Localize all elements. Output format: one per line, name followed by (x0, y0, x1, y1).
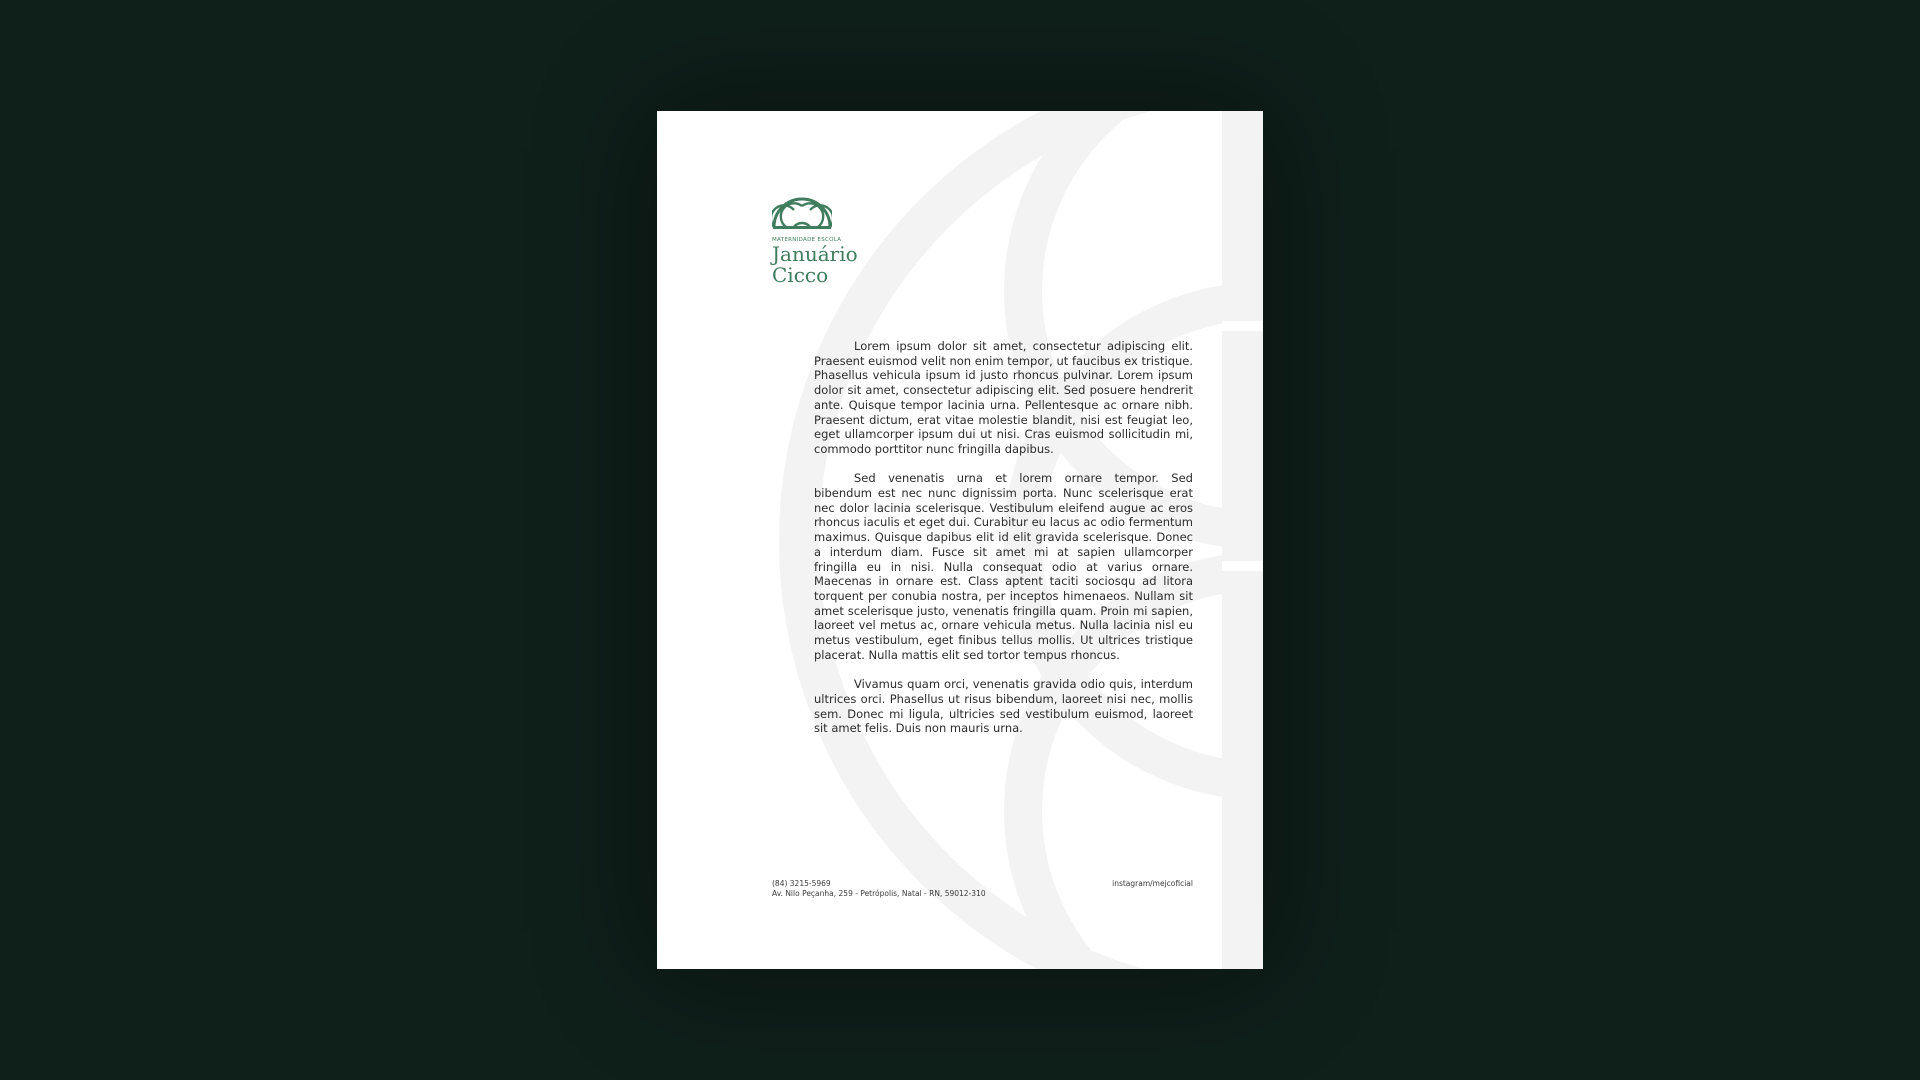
paragraph-1: Lorem ipsum dolor sit amet, consectetur adipiscing elit. Praesent euismod velit non enim tempor, ut faucibus ex tristique. Phasellus vehicula ipsum id justo rhoncus pulvinar. Lorem ipsum dolor sit amet, consectetur adipiscing elit. Sed posuere hendrerit ante. Quisque tempor lacinia urna. Pellentesque ac ornare nibh. Praesent dictum, erat vitae molestie blandit, nisi est feugiat leo, eget ullamcorper ipsum dui ut nisi. Cras euismod sollicitudin mi, commodo porttitor nunc fringilla dapibus. (814, 339, 1193, 456)
logo-name-line2: Cicco (772, 263, 829, 287)
paragraph-2: Sed venenatis urna et lorem ornare tempor. Sed bibendum est nec nunc dignissim porta. Nunc scelerisque erat nec dolor lacinia scelerisque. Vestibulum eleifend augue ac eros rhoncus iaculis et eget dui. Curabitur eu lacus ac odio fermentum maximus. Quisque dapibus elit id elit gravida scelerisque. Donec a interdum diam. Fusce sit amet mi at sapien ullamcorper fringilla eu in nisi. Nulla consequat odio at varius ornare. Maecenas in ornare est. Class aptent taciti sociosqu ad litora torquent per conubia nostra, per inceptos himenaeos. Nullam sit amet scelerisque justo, venenatis fringilla quam. Proin mi sapien, laoreet vel metus ac, ornare vehicula metus. Nulla lacinia nisl eu metus vestibulum, eget finibus tellus mollis. Ut ultrices tristique placerat. Nulla mattis elit sed tortor tempus rhoncus. (814, 471, 1193, 662)
footer-social: instagram/mejcoficial (1112, 879, 1193, 888)
letter-body (814, 339, 1193, 751)
footer-address: Av. Nilo Peçanha, 259 - Petrópolis, Natal - RN, 59012-310 (772, 889, 986, 898)
footer-phone: (84) 3215-5969 (772, 879, 831, 888)
footer-contact (772, 879, 986, 899)
paragraph-3: Vivamus quam orci, venenatis gravida odio quis, interdum ultrices orci. Phasellus ut risus bibendum, laoreet nisi nec, mollis sem. Donec mi ligula, ultricies sed vestibulum euismod, laoreet sit amet felis. Duis non mauris urna. (814, 677, 1193, 736)
letterhead-page (657, 111, 1263, 969)
logo-name-line1: Januário (772, 242, 858, 266)
logo-subtitle: MATERNIDADE ESCOLA (772, 237, 842, 243)
logo-arch-icon (772, 197, 832, 229)
logo (772, 197, 858, 285)
